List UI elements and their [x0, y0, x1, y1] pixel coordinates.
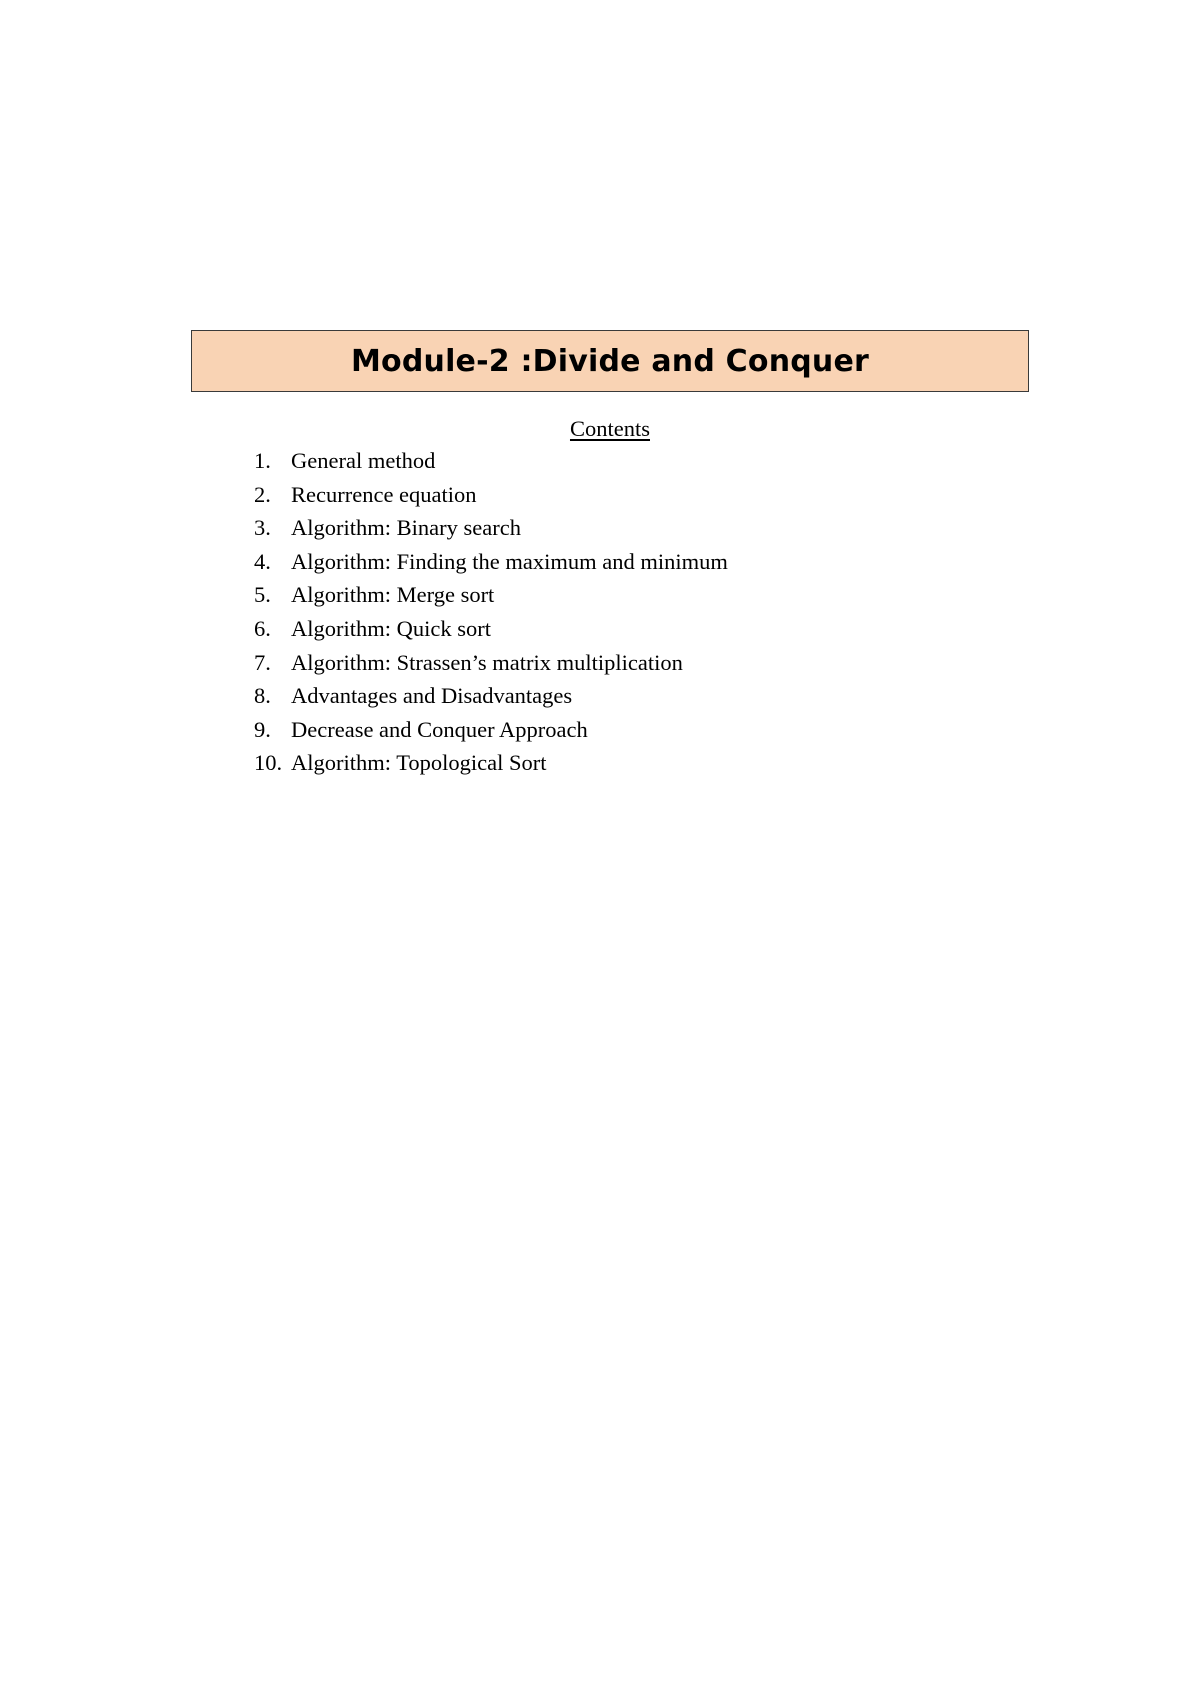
contents-item-8 — [254, 679, 1054, 713]
contents-item-number: 6. — [254, 615, 271, 641]
contents-item-label: Algorithm: Topological Sort — [291, 750, 547, 776]
contents-item-9 — [254, 713, 1054, 747]
contents-heading-row — [0, 416, 1200, 442]
contents-item-6 — [254, 612, 1054, 646]
contents-item-2 — [254, 478, 1054, 512]
contents-list — [254, 444, 1054, 780]
contents-item-label: Algorithm: Finding the maximum and minimum — [291, 548, 728, 574]
contents-item-number: 3. — [254, 515, 271, 541]
contents-item-label: Algorithm: Binary search — [291, 515, 521, 541]
contents-item-7 — [254, 646, 1054, 680]
contents-item-label: Algorithm: Strassen’s matrix multiplication — [291, 649, 683, 675]
contents-item-label: General method — [291, 448, 436, 473]
contents-item-label: Algorithm: Merge sort — [291, 582, 495, 608]
contents-item-number: 5. — [254, 582, 271, 608]
contents-item-number: 2. — [254, 481, 271, 507]
contents-item-number: 4. — [254, 548, 271, 574]
page-title: Module-2 :Divide and Conquer — [350, 343, 870, 379]
contents-item-10 — [254, 746, 1054, 780]
contents-item-label: Recurrence equation — [291, 481, 477, 507]
contents-item-1 — [254, 444, 1054, 478]
contents-item-4 — [254, 545, 1054, 579]
contents-item-number: 8. — [254, 683, 271, 709]
contents-item-number: 1. — [254, 448, 271, 473]
contents-item-number: 7. — [254, 649, 271, 675]
contents-item-label: Algorithm: Quick sort — [291, 615, 491, 641]
contents-item-label: Decrease and Conquer Approach — [291, 716, 588, 742]
contents-item-number: 9. — [254, 716, 271, 742]
contents-item-3 — [254, 511, 1054, 545]
contents-heading: Contents — [569, 416, 650, 441]
title-box — [191, 330, 1029, 392]
contents-item-number: 10. — [254, 750, 283, 776]
contents-item-label: Advantages and Disadvantages — [291, 683, 573, 709]
contents-item-5 — [254, 578, 1054, 612]
